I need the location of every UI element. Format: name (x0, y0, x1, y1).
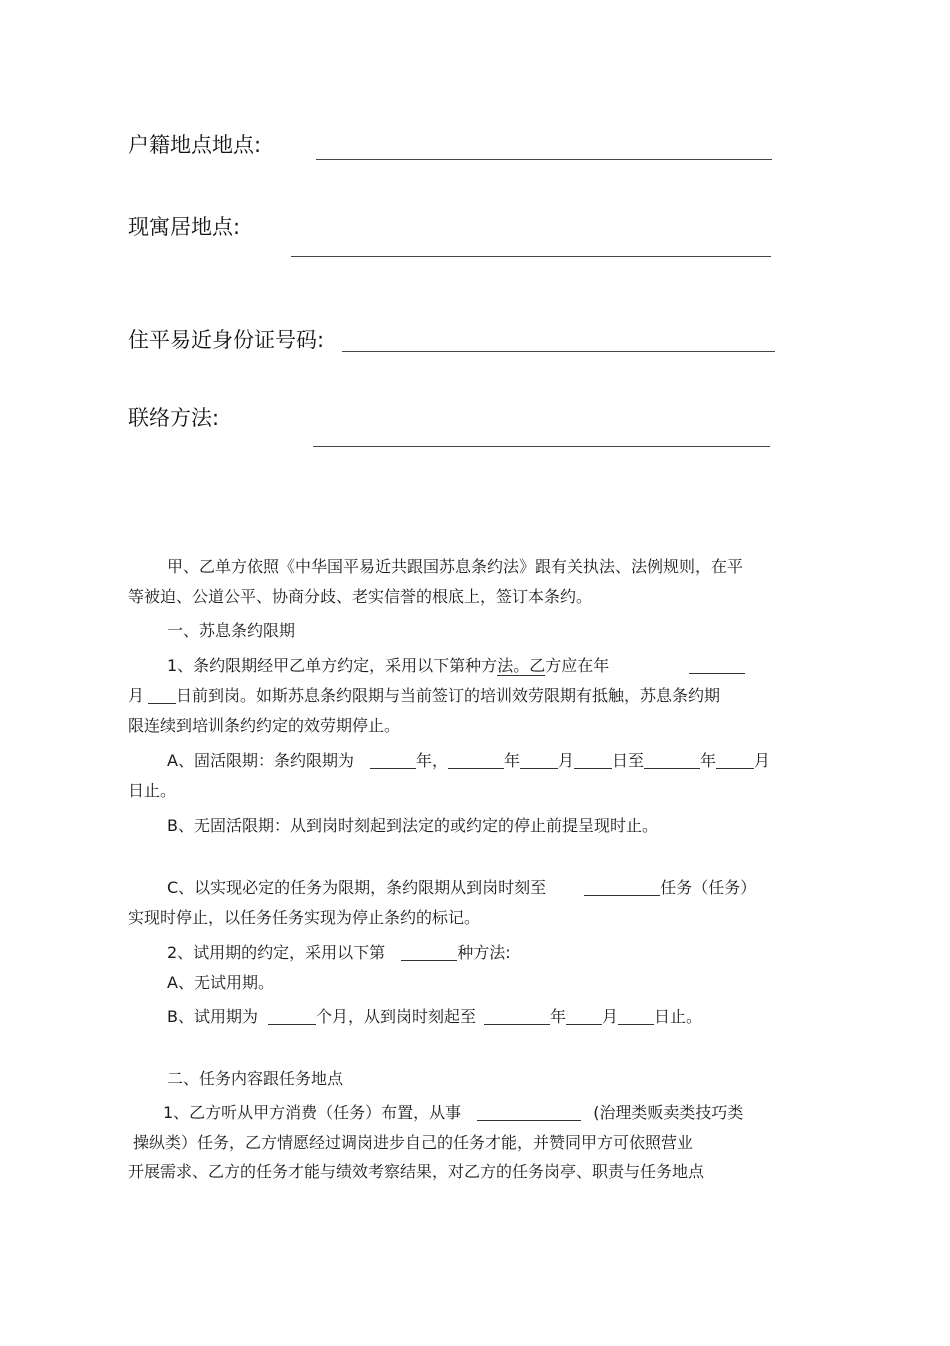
clause-1-line-2 (128, 685, 720, 707)
from-month-blank (520, 752, 558, 769)
probation-months-blank (268, 1008, 316, 1025)
clause-1-text-c: 方应在年 (545, 656, 610, 675)
from-year-blank (448, 752, 504, 769)
fixed-term-line-2: 日止。 (128, 781, 177, 800)
lianluo-blank-line (313, 446, 770, 447)
start-year-blank (689, 657, 745, 674)
probation-month-label: 月 (602, 1007, 619, 1026)
job-clause-text: 1、乙方听从甲方消费（任务）布置，从事 (163, 1103, 462, 1122)
no-probation-line: A、无试用期。 (167, 973, 274, 992)
preamble-line-1: 甲、乙单方依照《中华国平易近共跟国苏息条约法》跟有关执法、法例规则，在平 (167, 557, 744, 576)
section-1-title: 一、苏息条约限期 (167, 621, 296, 640)
shenfen-blank-line (342, 351, 775, 352)
fixed-term-line-1 (167, 750, 770, 772)
probation-year-blank (484, 1008, 550, 1025)
clause-1-text-a: 1、条约限期经甲乙单方约定，采用以下第种方 (167, 656, 498, 675)
from-month-label: 月 (557, 751, 574, 770)
huji-label: 户籍地点地点: (128, 133, 262, 157)
probation-option-blank (401, 944, 457, 961)
to-year-label: 年 (700, 751, 717, 770)
probation-period-line (167, 1006, 702, 1028)
from-day-blank (574, 752, 612, 769)
open-term-line: B、无固活限期：从到岗时刻起到法定的或约定的停止前提呈现时止。 (167, 816, 658, 835)
from-day-label: 日至 (612, 751, 645, 770)
to-year-blank (644, 752, 700, 769)
job-clause-line-3: 开展需求、乙方的任务才能与绩效考察结果，对乙方的任务岗亭、职责与任务地点 (128, 1162, 705, 1181)
preamble-line-2: 等被迫、公道公平、协商分歧、老实信誉的根底上，签订本条约。 (128, 587, 593, 606)
lianluo-label: 联络方法: (128, 406, 220, 430)
probation-method-label: 种方法: (457, 943, 511, 962)
job-category-options: (治理类贩卖类技巧类 (593, 1103, 744, 1122)
probation-months-label: 个月，从到岗时刻起至 (315, 1007, 476, 1026)
clause-1-underlined-text: 法。乙 (497, 656, 546, 675)
to-month-blank (716, 752, 754, 769)
from-year-label: 年 (503, 751, 520, 770)
probation-day-label: 日止。 (654, 1007, 703, 1026)
probation-month-blank (566, 1008, 602, 1025)
fixed-term-year-unit: 年， (415, 751, 448, 770)
xianyu-label: 现寓居地点: (128, 215, 241, 239)
clause-1-text-e: 日前到岗。如斯苏息条约限期与当前签订的培训效劳限期有抵触，苏息条约期 (176, 686, 721, 705)
shenfen-label: 住平易近身份证号码: (128, 328, 325, 352)
month-label: 月 (128, 686, 145, 705)
task-term-label: 任务（任务） (660, 878, 757, 897)
xianyu-blank-line (291, 256, 771, 257)
probation-year-label: 年 (550, 1007, 567, 1026)
clause-1-line-1 (167, 655, 745, 677)
job-clause-line-1 (163, 1102, 743, 1124)
huji-blank-line (316, 159, 772, 160)
task-term-text: C、以实现必定的任务为限期，条约限期从到岗时刻至 (167, 878, 547, 897)
section-2-title: 二、任务内容跟任务地点 (167, 1069, 344, 1088)
job-type-blank (477, 1104, 581, 1121)
clause-1-line-3: 限连续到培训条约约定的效劳期停止。 (128, 716, 401, 735)
probation-day-blank (618, 1008, 654, 1025)
probation-period-text: B、试用期为 (167, 1007, 258, 1026)
task-term-line-2: 实现时停止，以任务任务实现为停止条约的标记。 (128, 908, 481, 927)
job-clause-line-2: 操纵类）任务，乙方情愿经过调岗进步自己的任务才能，并赞同甲方可依照营业 (133, 1133, 694, 1152)
fixed-term-text: A、固活限期：条约限期为 (167, 751, 354, 770)
start-day-blank (148, 687, 176, 704)
probation-line (167, 942, 511, 964)
task-blank (584, 879, 660, 896)
task-term-line-1 (167, 877, 756, 899)
term-years-blank (370, 752, 416, 769)
to-month-label: 月 (754, 751, 771, 770)
probation-text: 2、试用期的约定，采用以下第 (167, 943, 386, 962)
